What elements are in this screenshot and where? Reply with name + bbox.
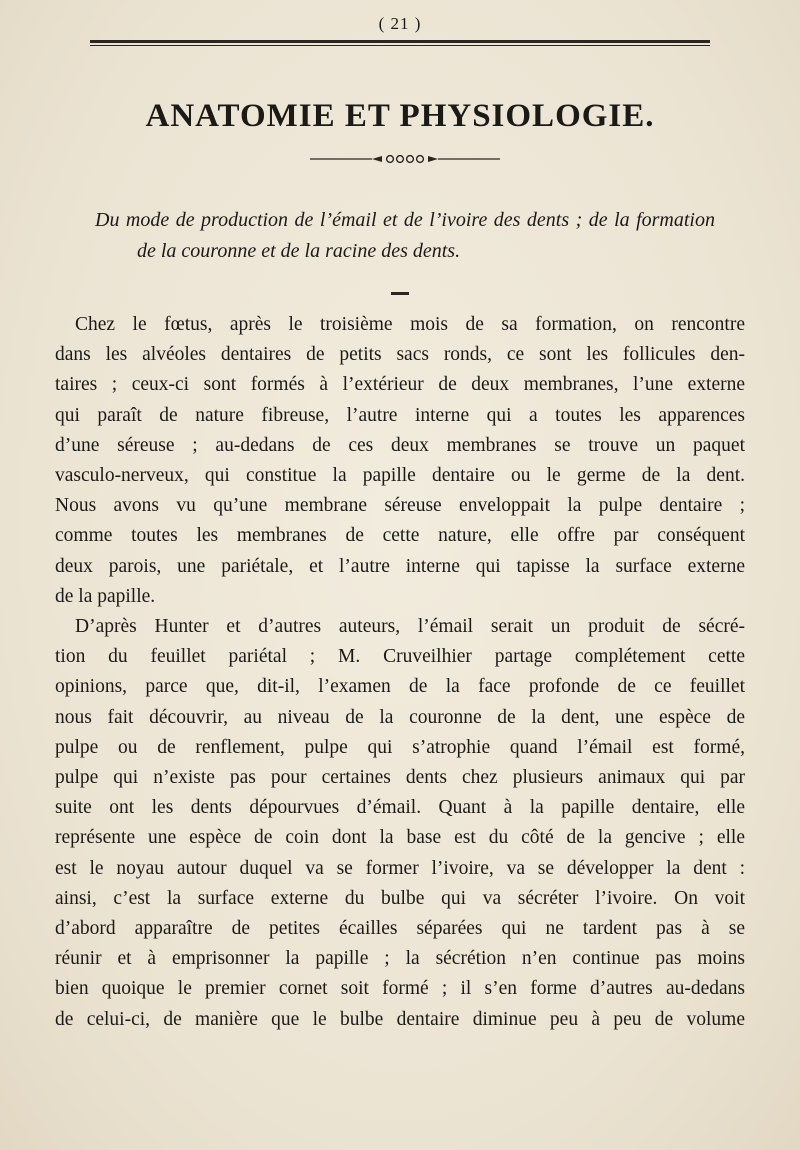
text-line: suite ont les dents dépourvues d’émail. Quant à la papille dentaire, elle	[55, 797, 745, 819]
body-text	[55, 310, 745, 1035]
text-line: d’abord apparaître de petites écailles séparées qui ne tardent pas à se	[55, 918, 745, 940]
text-line: bien quoique le premier cornet soit formé ; il s’en forme d’autres au-dedans	[55, 978, 745, 1000]
separator-dash	[391, 292, 409, 295]
subtitle-line-2: de la couronne et de la racine des dents.	[137, 240, 461, 262]
text-line: ainsi, c’est la surface externe du bulbe qui va sécréter l’ivoire. On voit	[55, 887, 745, 909]
text-line: taires ; ceux-ci sont formés à l’extérieur de deux membranes, l’une externe	[55, 374, 745, 396]
text-line: opinions, parce que, dit-il, l’examen de la face profonde de ce feuillet	[55, 676, 745, 698]
text-line: tion du feuillet pariétal ; M. Cruveilhier partage complétement cette	[55, 646, 745, 668]
header-rule-thin	[90, 45, 710, 46]
subtitle-line-1: Du mode de production de l’émail et de l’ivoire des dents ; de la formation	[95, 209, 715, 231]
text-line: réunir et à emprisonner la papille ; la sécrétion n’en continue pas moins	[55, 948, 745, 970]
text-line: est le noyau autour duquel va se former l’ivoire, va se développer la dent :	[55, 857, 745, 879]
text-line: D’après Hunter et d’autres auteurs, l’émail serait un produit de sécré-	[75, 616, 745, 638]
text-line: d’une séreuse ; au-dedans de ces deux membranes se trouve un paquet	[55, 434, 745, 456]
text-line: dans les alvéoles dentaires de petits sacs ronds, ce sont les follicules den-	[55, 344, 745, 366]
text-line: Chez le fœtus, après le troisième mois de sa formation, on rencontre	[75, 314, 745, 335]
page-number: ( 21 )	[378, 14, 422, 33]
article-subtitle	[95, 205, 715, 267]
text-line: de celui-ci, de manière que le bulbe dentaire diminue peu à peu de volume	[55, 1008, 745, 1030]
text-line: comme toutes les membranes de cette nature, elle offre par conséquent	[55, 525, 745, 547]
header-rule	[90, 40, 710, 43]
text-line: vasculo-nerveux, qui constitue la papille dentaire ou le germe de la dent.	[55, 465, 745, 487]
text-line: Nous avons vu qu’une membrane séreuse enveloppait la pulpe dentaire ;	[55, 495, 745, 517]
ornament-divider	[310, 154, 500, 164]
text-line: nous fait découvrir, au niveau de la couronne de la dent, une espèce de	[55, 706, 745, 728]
text-line: représente une espèce de coin dont la base est du côté de la gencive ; elle	[55, 827, 745, 849]
section-title: ANATOMIE ET PHYSIOLOGIE.	[145, 98, 655, 134]
text-line: pulpe qui n’existe pas pour certaines dents chez plusieurs animaux qui par	[55, 767, 745, 789]
text-line: pulpe ou de renflement, pulpe qui s’atrophie quand l’émail est formé,	[55, 736, 745, 758]
text-line: de la papille.	[55, 585, 156, 607]
text-line: deux parois, une pariétale, et l’autre interne qui tapisse la surface externe	[55, 555, 745, 577]
text-line: qui paraît de nature fibreuse, l’autre interne qui a toutes les apparences	[55, 404, 745, 426]
